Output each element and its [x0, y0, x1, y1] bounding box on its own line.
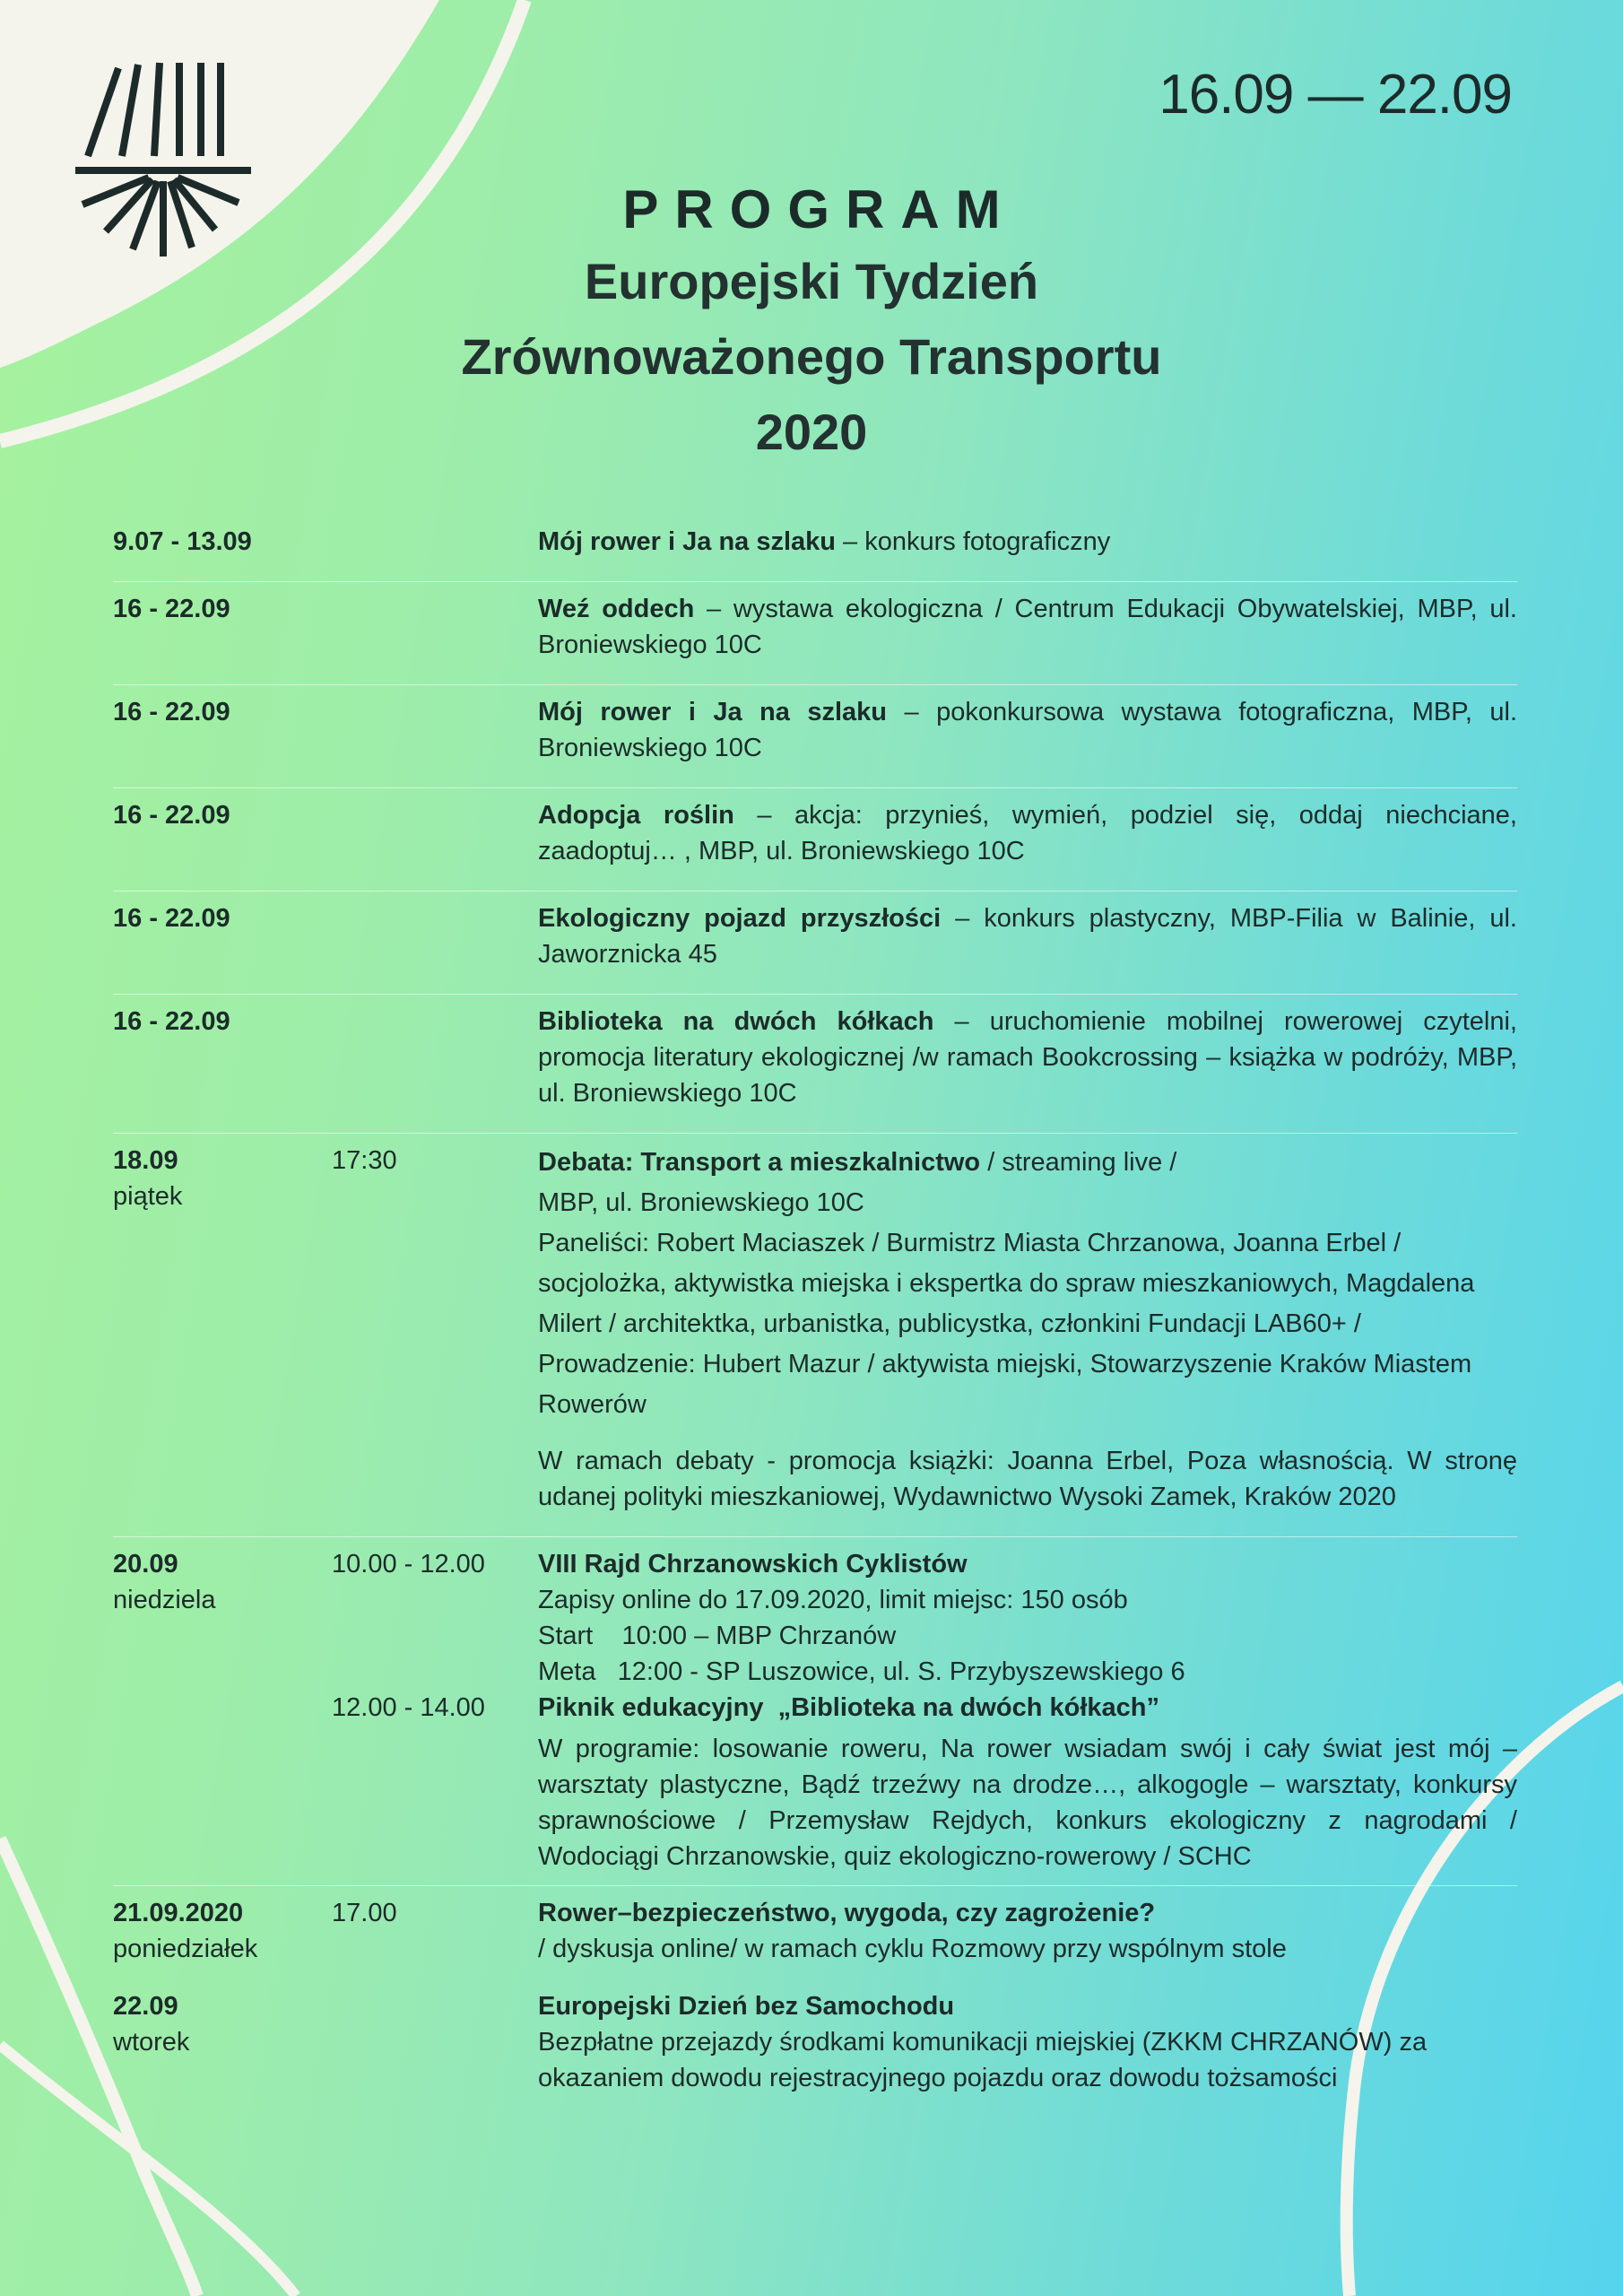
event-date: 9.07 - 13.09 — [113, 527, 252, 556]
page-header — [0, 176, 1623, 470]
event-title: Weź oddech — [538, 595, 695, 623]
event-title: Mój rower i Ja na szlaku — [538, 698, 888, 726]
event-description: Bezpłatne przejazdy środkami komunikacji miejskiej (ZKKM CHRZANÓW) za okazaniem dowodu rejestracyjnego pojazdu oraz dowodu tożsamości — [538, 2028, 1428, 2092]
event-weekday: poniedziałek — [113, 1935, 258, 1963]
schedule-row — [113, 581, 1517, 684]
event-time: 17:30 — [332, 1146, 397, 1175]
event-description: – pokonkursowa wystawa fotograficzna, MBP, ul. Broniewskiego 10C — [538, 698, 1518, 762]
event-description: – konkurs plastyczny, MBP-Filia w Balinie, ul. Jaworznicka 45 — [538, 904, 1517, 969]
event-title: Europejski Dzień bez Samochodu — [538, 1992, 955, 2021]
schedule-row — [113, 994, 1517, 1133]
event-time: 12.00 - 14.00 — [332, 1693, 485, 1722]
rally-start: Start 10:00 – MBP Chrzanów — [538, 1622, 897, 1650]
event-title: Adopcja roślin — [538, 801, 734, 830]
debate-book-promo: W ramach debaty - promocja książki: Joanna Erbel, Poza własnością. W stronę udanej polityki mieszkaniowej, Wydawnictwo Wysoki Zamek, Kraków 2020 — [538, 1447, 1517, 1511]
event-date: 18.09 — [113, 1146, 178, 1175]
event-title-suffix: / streaming live / — [980, 1148, 1177, 1177]
event-date: 16 - 22.09 — [113, 595, 230, 623]
debate-panelists: Paneliści: Robert Maciaszek / Burmistrz Miasta Chrzanowa, Joanna Erbel / socjolożka, aktywistka miejska i ekspertka do spraw mieszkaniowych, Magdalena Milert / architektka, urbanistka, publicystka, członkini Fundacji LAB60+ / Prowadzenie: Hubert Mazur / aktywista miejski, Stowarzyszenie Kraków Miastem Rowerów — [538, 1229, 1475, 1419]
picnic-description: W programie: losowanie roweru, Na rower wsiadam swój i cały świat jest mój – warsztaty plastyczne, Bądź trzeźwy na drodze…, alkogogle – warsztaty, konkursy sprawnościowe / Przemysław Rejdych, konkurs ekologiczny z nagrodami / Wodociągi Chrzanowskie, quiz ekologiczno-rowerowy / SCHC — [538, 1735, 1517, 1871]
schedule-row — [113, 891, 1517, 994]
schedule-row — [113, 787, 1517, 891]
event-time: 17.00 — [332, 1899, 397, 1927]
event-title: Mój rower i Ja na szlaku — [538, 527, 836, 556]
event-title: Rower–bezpieczeństwo, wygoda, czy zagrożenie? — [538, 1899, 1156, 1927]
date-range: 16.09 — 22.09 — [1159, 64, 1512, 126]
schedule-row-discussion — [113, 1885, 1517, 1988]
event-weekday: piątek — [113, 1182, 183, 1211]
event-time: 10.00 - 12.00 — [332, 1550, 485, 1578]
event-title: Debata: Transport a mieszkalnictwo — [538, 1148, 981, 1177]
event-description: / dyskusja online/ w ramach cyklu Rozmowy przy wspólnym stole — [538, 1935, 1287, 1963]
event-date: 16 - 22.09 — [113, 904, 230, 933]
schedule-row-rally — [113, 1536, 1517, 1885]
event-date: 16 - 22.09 — [113, 801, 230, 830]
schedule-row — [113, 684, 1517, 787]
rally-registration: Zapisy online do 17.09.2020, limit miejsc: 150 osób — [538, 1586, 1128, 1614]
schedule-row — [113, 520, 1517, 581]
event-location: MBP, ul. Broniewskiego 10C — [538, 1188, 864, 1217]
event-description: – konkurs fotograficzny — [836, 527, 1111, 556]
event-title-line1: Europejski Tydzień — [584, 253, 1039, 309]
event-date: 16 - 22.09 — [113, 1007, 230, 1036]
event-weekday: wtorek — [113, 2028, 190, 2057]
event-title: Ekologiczny pojazd przyszłości — [538, 904, 942, 933]
schedule-row-carfree — [113, 1988, 1517, 2118]
schedule-row-debate — [113, 1133, 1517, 1536]
event-description: – akcja: przynieś, wymień, podziel się, oddaj niechciane, zaadoptuj… , MBP, ul. Broniewskiego 10C — [538, 801, 1517, 865]
event-description: – uruchomienie mobilnej rowerowej czytelni, promocja literatury ekologicznej /w ramach Bookcrossing – książka w podróży, MBP, ul. Broniewskiego 10C — [538, 1007, 1517, 1108]
event-date: 22.09 — [113, 1992, 178, 2021]
event-title-year: 2020 — [755, 404, 868, 460]
event-date: 21.09.2020 — [113, 1899, 244, 1927]
event-date: 20.09 — [113, 1550, 178, 1578]
rally-finish: Meta 12:00 - SP Luszowice, ul. S. Przybyszewskiego 6 — [538, 1657, 1185, 1686]
event-title: Biblioteka na dwóch kółkach — [538, 1007, 934, 1036]
event-date: 16 - 22.09 — [113, 698, 230, 726]
program-title: PROGRAM — [622, 179, 1017, 239]
event-title-line2: Zrównoważonego Transportu — [461, 328, 1162, 385]
event-title: VIII Rajd Chrzanowskich Cyklistów — [538, 1550, 968, 1578]
schedule-table — [113, 520, 1517, 2118]
event-description: – wystawa ekologiczna / Centrum Edukacji Obywatelskiej, MBP, ul. Broniewskiego 10C — [538, 595, 1517, 659]
event-title: Piknik edukacyjny „Biblioteka na dwóch kółkach” — [538, 1693, 1159, 1722]
event-weekday: niedziela — [113, 1586, 216, 1614]
